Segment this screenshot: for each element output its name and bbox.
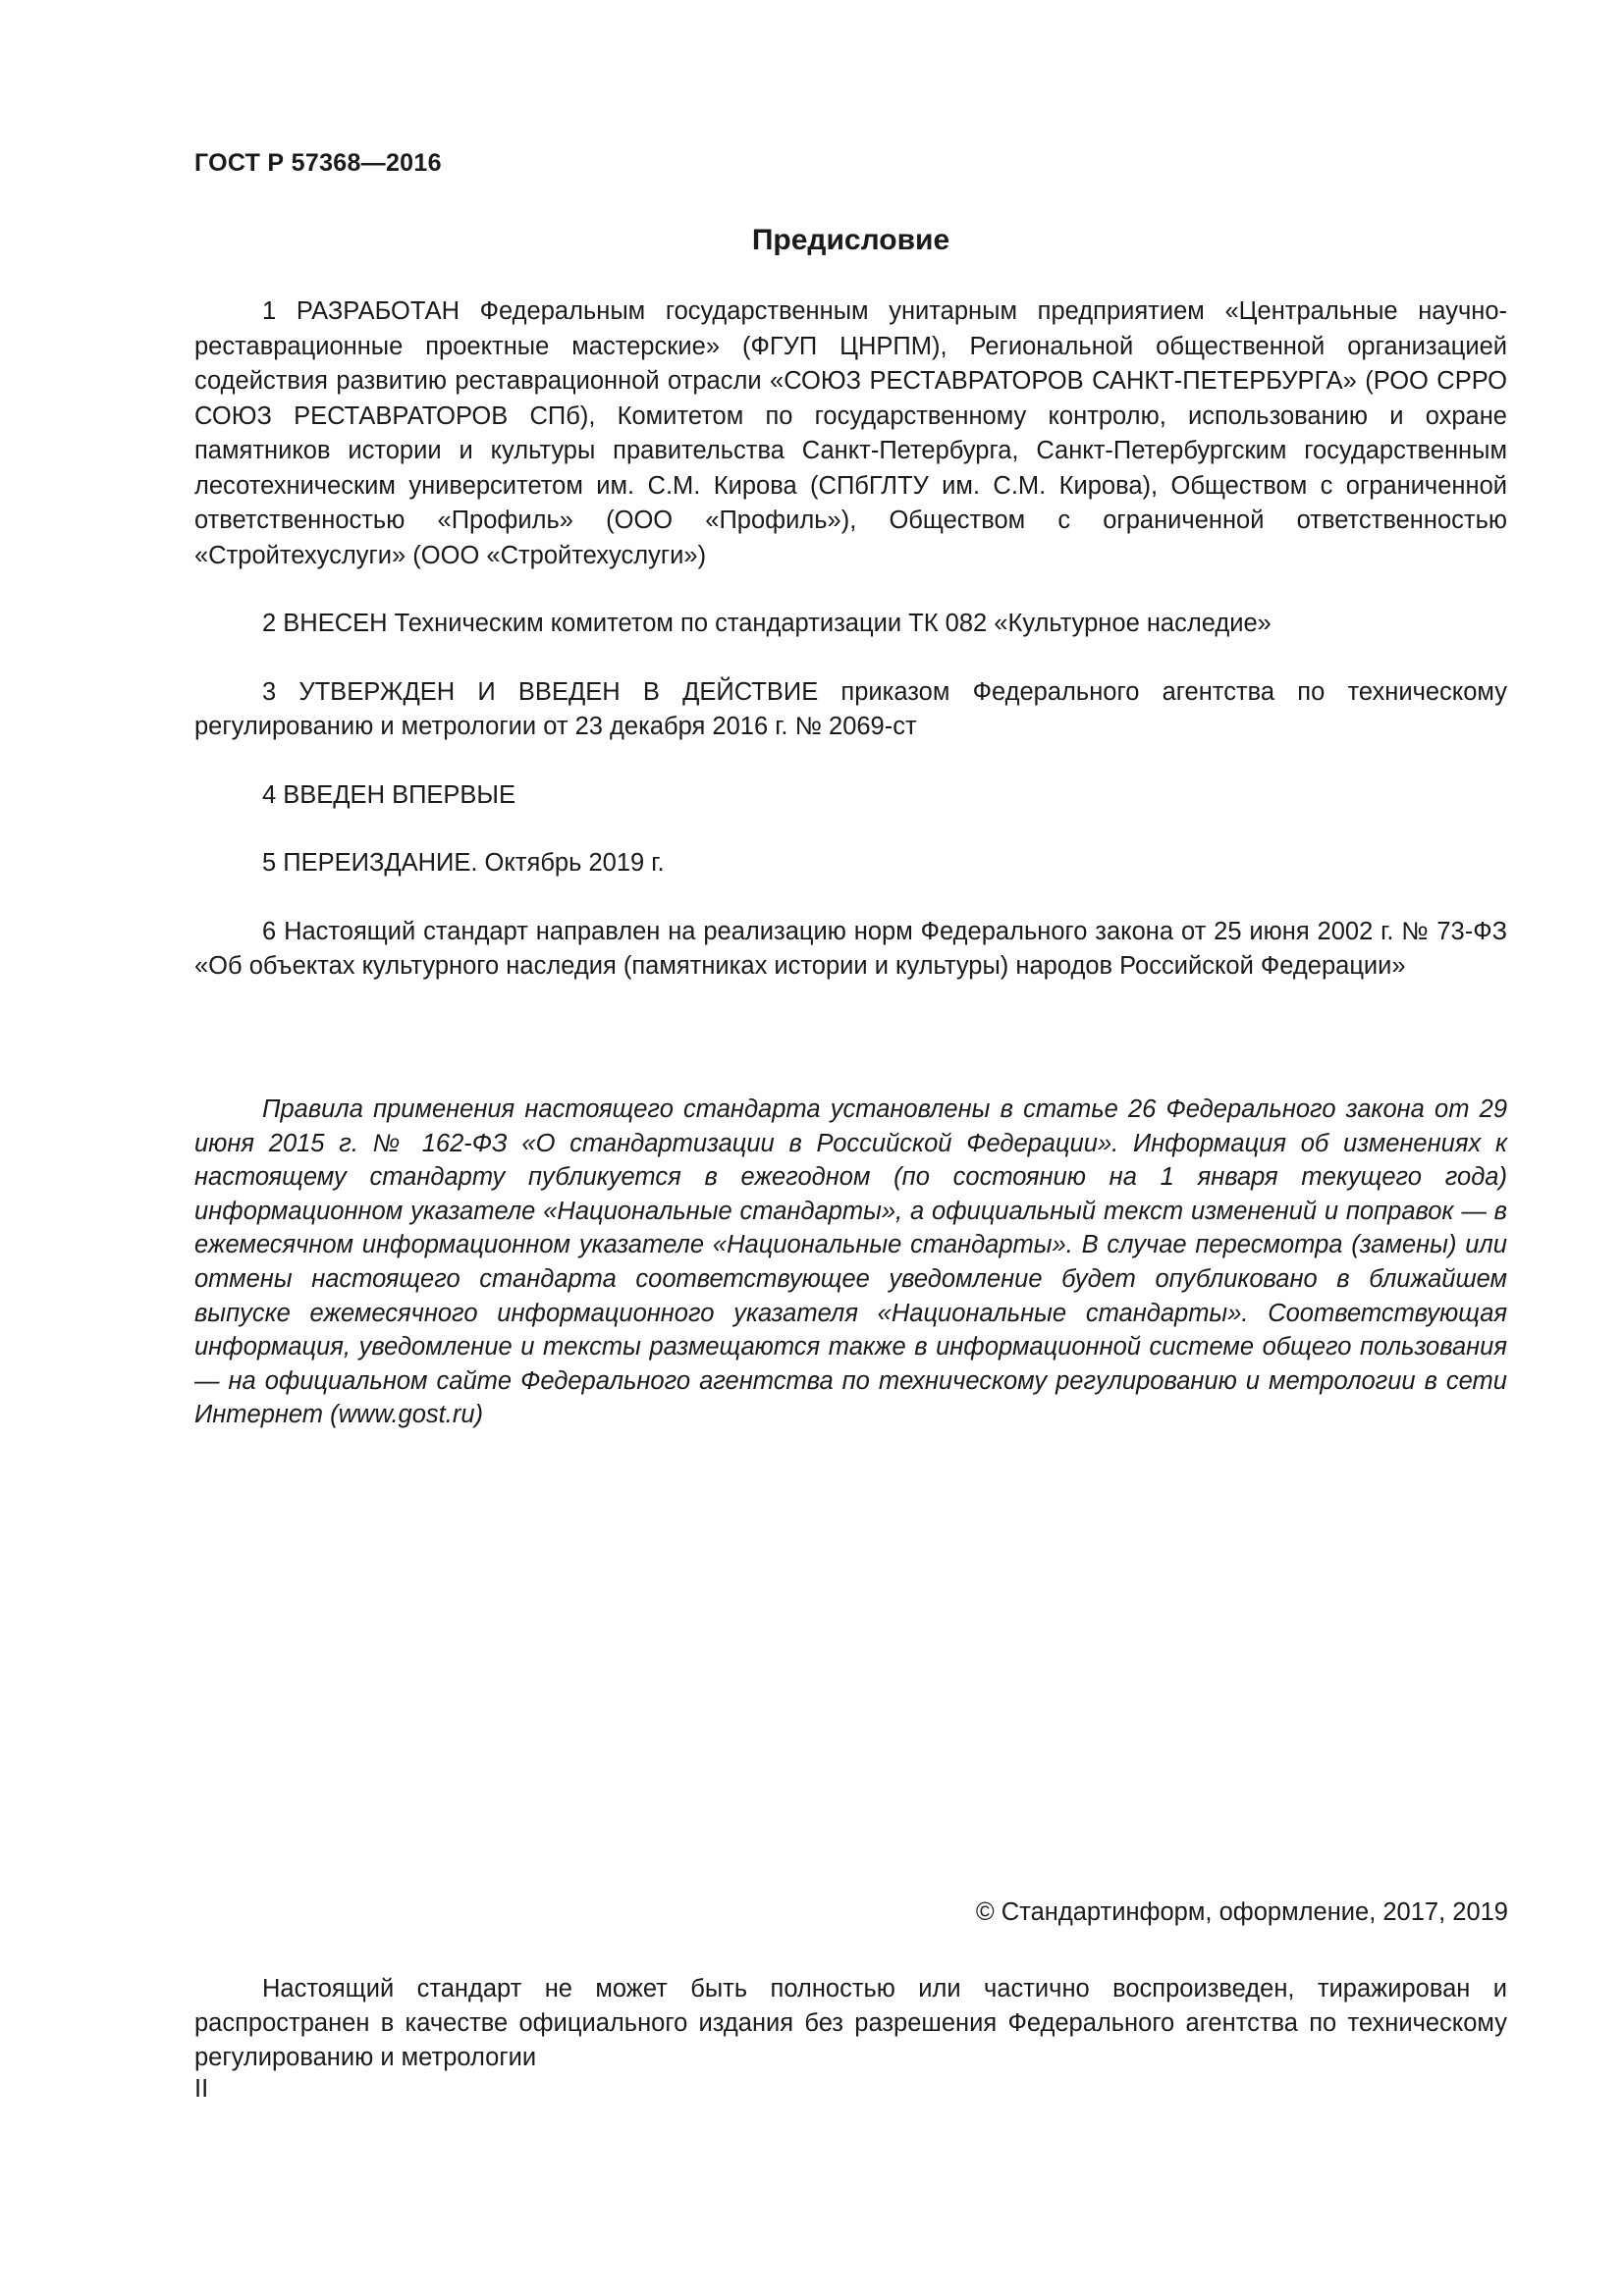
- preface-item-developed: 1 РАЗРАБОТАН Федеральным государственным унитарным предприятием «Центральные научно-реставрационные проектные мастерские» (ФГУП ЦНРПМ), Региональной общественной организацией содействия развитию реставрационной отрасли «СОЮЗ РЕСТАВРАТОРОВ САНКТ-ПЕТЕРБУРГА» (РОО СРРО СОЮЗ РЕСТАВРАТОРОВ СПб), Комитетом по государственному контролю, использованию и охране памятников истории и культуры правительства Санкт-Петербурга, Санкт-Петербургским государственным лесотехническим университетом им. С.М. Кирова (СПбГЛТУ им. С.М. Кирова), Обществом с ограниченной ответственностью «Профиль» (ООО «Профиль»), Обществом с ограниченной ответственностью «Стройтехуслуги» (ООО «Стройтехуслуги»): [194, 297, 1507, 569]
- preface-item-approved: 3 УТВЕРЖДЕН И ВВЕДЕН В ДЕЙСТВИЕ приказом Федерального агентства по техническому регулированию и метрологии от 23 декабря 2016 г. № 2069-ст: [194, 677, 1507, 740]
- preface-item-introduced: 2 ВНЕСЕН Техническим комитетом по стандартизации ТК 082 «Культурное наследие»: [262, 610, 1272, 637]
- preface-item-first-introduced: 4 ВВЕДЕН ВПЕРВЫЕ: [262, 780, 516, 809]
- page-number: II: [194, 2075, 209, 2103]
- document-id: ГОСТ Р 57368—2016: [194, 149, 442, 177]
- preface-item-law-reference: 6 Настоящий стандарт направлен на реализацию норм Федерального закона от 25 июня 2002 г. № 73-ФЗ «Об объектах культурного наследия (памятниках истории и культуры) народов Российской Федерации»: [194, 917, 1507, 980]
- copyright-line: © Стандартинформ, оформление, 2017, 2019: [975, 1898, 1508, 1926]
- preface-item-reissue: 5 ПЕРЕИЗДАНИЕ. Октябрь 2019 г.: [262, 849, 665, 877]
- reproduction-rights-notice: Настоящий стандарт не может быть полностью или частично воспроизведен, тиражирован и распространен в качестве официального издания без разрешения Федерального агентства по техническому регулированию и метрологии: [194, 1975, 1507, 2071]
- page-title: Предисловие: [751, 224, 950, 256]
- application-rules-notice: Правила применения настоящего стандарта установлены в статье 26 Федерального закона от 29 июня 2015 г. № 162-ФЗ «О стандартизации в Российской Федерации». Информация об изменениях к настоящему стандарту публикуется в ежегодном (по состоянию на 1 января текущего года) информационном указателе «Национальные стандарты», а официальный текст изменений и поправок — в ежемесячном информационном указателе «Национальные стандарты». В случае пересмотра (замены) или отмены настоящего стандарта соответствующее уведомление будет опубликовано в ближайшем выпуске ежемесячного информационного указателя «Национальные стандарты». Соответствующая информация, уведомление и тексты размещаются также в информационной системе общего пользования — на официальном сайте Федерального агентства по техническому регулированию и метрологии в сети Интернет (www.gost.ru): [194, 1095, 1507, 1429]
- preface-list: [194, 294, 1507, 1018]
